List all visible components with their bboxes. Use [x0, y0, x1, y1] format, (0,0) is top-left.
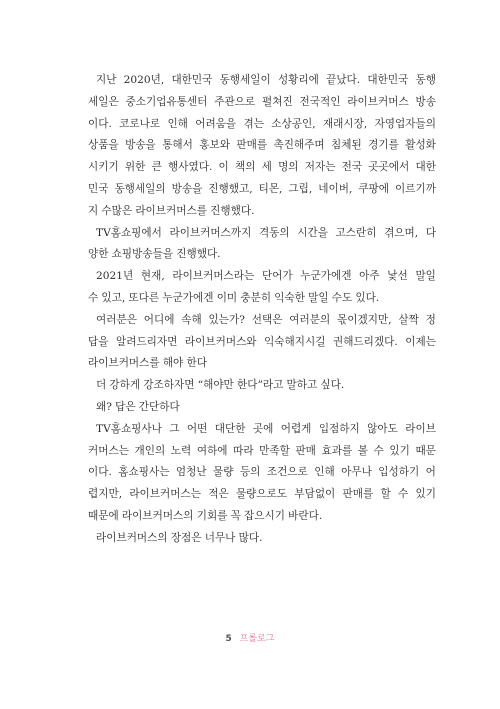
text-line: 지난 2020년, 대한민국 동행세일이 성황리에 끝났다. 대한민국 동행: [96, 74, 436, 86]
text-line: 시키기 위한 큰 행사였다. 이 책의 세 명의 저자는 전국 곳곳에서 대한: [88, 161, 436, 174]
text-line: 라이브커머스를 해야 한다: [88, 357, 207, 370]
text-line: 민국 동행세일의 방송을 진행했고, 티몬, 그립, 네이버, 쿠팡에 이르기까: [88, 182, 436, 195]
body-text: [88, 70, 436, 550]
text-line: 상품을 방송을 통해서 홍보와 판매를 촉진해주며 침체된 경기를 활성화: [88, 139, 436, 152]
text-line: TV홈쇼핑사나 그 어떤 대단한 곳에 어렵게 입점하지 않아도 라이브: [96, 422, 436, 435]
text-line: 렵지만, 라이브커머스는 적은 물량으로도 부담없이 판매를 할 수 있기: [88, 488, 436, 501]
text-line: 때문에 라이브커머스의 기회를 꼭 잡으시기 바란다.: [88, 509, 323, 522]
text-line: 지 수많은 라이브커머스를 진행했다.: [88, 204, 255, 217]
text-line: 여러분은 어디에 속해 있는가? 선택은 여러분의 몫이겠지만, 살짝 정: [96, 313, 436, 326]
text-line: 답을 알려드리자면 라이브커머스와 익숙해지시길 권해드리겠다. 이제는: [88, 335, 436, 348]
text-line: 이다. 코로나로 인해 어려움을 겪는 소상공인, 재래시장, 자영업자들의: [88, 117, 436, 130]
text-line: 더 강하게 강조하자면 “해야만 한다”라고 말하고 싶다.: [96, 379, 345, 392]
chapter-label: 프롤로그: [239, 634, 275, 644]
text-line: 세일은 중소기업유통센터 주관으로 펼쳐진 전국적인 라이브커머스 방송: [88, 95, 436, 108]
text-line: 이다. 홈쇼핑사는 엄청난 물량 등의 조건으로 인해 아무나 입성하기 어: [88, 466, 436, 479]
text-line: 수 있고, 또다른 누군가에겐 이미 충분히 익숙한 말일 수도 있다.: [88, 291, 380, 304]
text-line: 커머스는 개인의 노력 여하에 따라 만족할 판매 효과를 볼 수 있기 때문: [88, 444, 436, 457]
text-line: TV홈쇼핑에서 라이브커머스까지 격동의 시간을 고스란히 겪으며, 다: [96, 226, 436, 239]
text-line: 양한 쇼핑방송들을 진행했다.: [88, 248, 221, 261]
text-line: 2021년 현재, 라이브커머스라는 단어가 누군가에겐 아주 낯선 말일: [96, 270, 436, 283]
text-line: 라이브커머스의 장점은 너무나 많다.: [96, 531, 263, 544]
text-line: 왜? 답은 간단하다: [96, 400, 180, 413]
page-footer: [0, 631, 500, 644]
page-number: 5: [225, 634, 232, 644]
